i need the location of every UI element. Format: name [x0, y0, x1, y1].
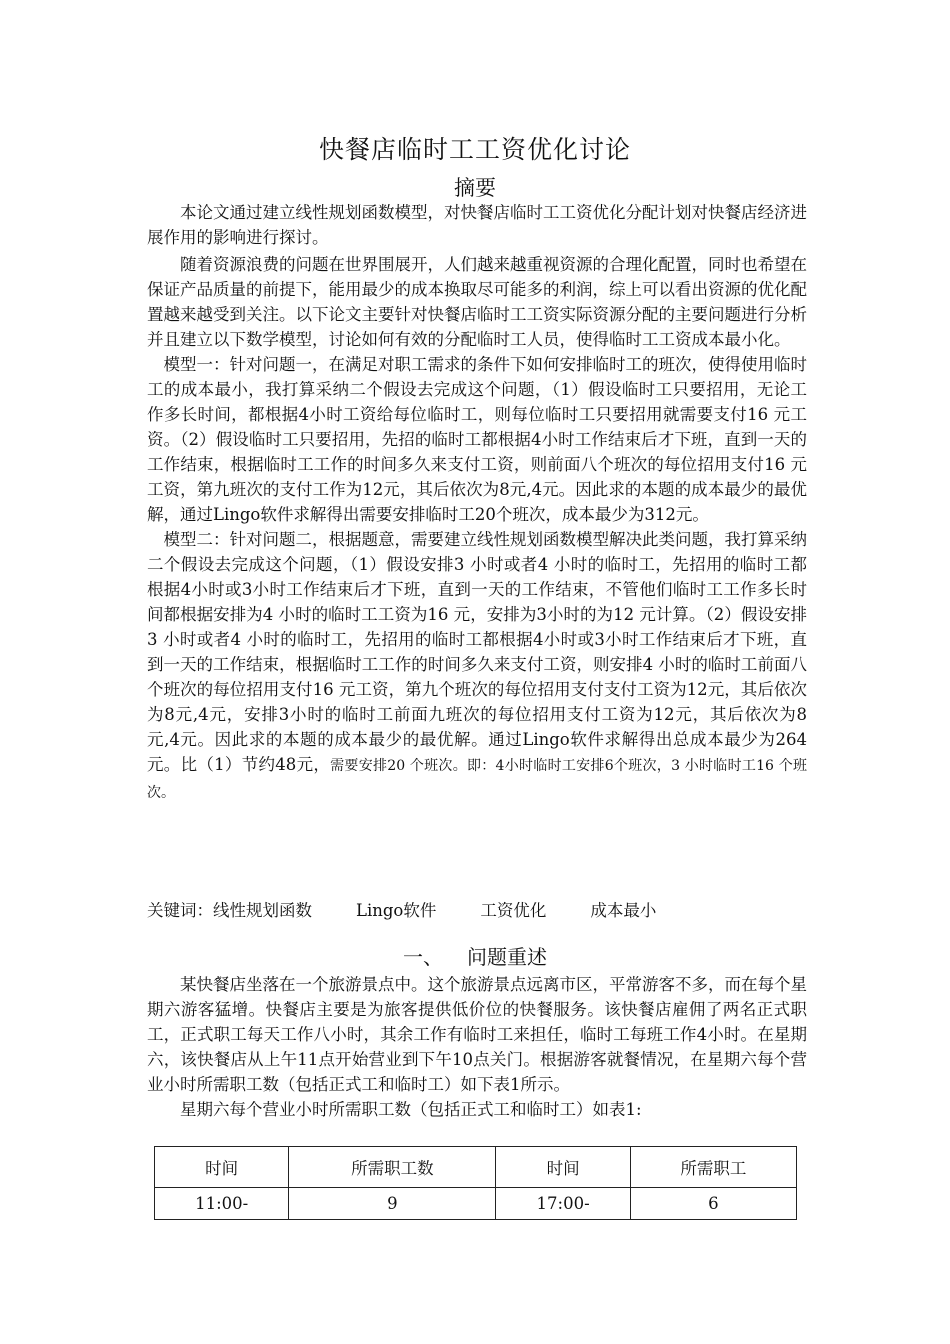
- table-cell: 17:00-: [496, 1188, 630, 1220]
- abstract-heading: 摘要: [454, 176, 496, 200]
- table-cell: 6: [630, 1188, 796, 1220]
- abstract-paragraph-2: 随着资源浪费的问题在世界围展开，人们越来越重视资源的合理化配置，同时也希望在保证产品质量的前提下，能用最少的成本换取尽可能多的利润，综上可以看出资源的优化配置越来越受到关注。以下论文主要针对快餐店临时工工资实际资源分配的主要问题进行分析并且建立以下数学模型，讨论如何有效的分配临时工人员，使得临时工工资成本最小化。: [147, 255, 807, 349]
- staff-requirement-table: [154, 1146, 797, 1220]
- model-two-text: 模型二：针对问题二，根据题意，需要建立线性规划函数模型解决此类问题，我打算采纳二个假设去完成这个问题，（1）假设安排3 小时或者4 小时的临时工，先招用的临时工都根据4小时或3小时工作结束后才下班，直到一天的工作结束，不管他们临时工工作多长时间都根据安排为4 小时的临时工工资为16 元，安排为3小时的为12 元计算。（2）假设安排3 小时或者4 小时的临时工，先招用的临时工都根据4小时或3小时工作结束后才下班，直到一天的工作结束，根据临时工工作的时间多久来支付工资，则安排4 小时的临时工前面八个班次的每位招用支付16 元工资，第九个班次的每位招用支付支付工资为12元，其后依次为8元,4元，安排3小时的临时工前面九班次的每位招用支付工资为12元，其后依次为8元,4元。因此求的本题的成本最少的最优解。通过Lingo软件求解得出总成本最少为264元。比（1）节约48元，: [147, 530, 807, 774]
- table-header-cell: 所需职工: [630, 1147, 796, 1188]
- table-header-cell: 时间: [155, 1147, 289, 1188]
- table-cell: 9: [289, 1188, 496, 1220]
- section-title: 问题重述: [467, 945, 547, 969]
- table-cell: 11:00-: [155, 1188, 289, 1220]
- model-one-paragraph: 模型一：针对问题一，在满足对职工需求的条件下如何安排临时工的班次，使得使用临时工的成本最小，我打算采纳二个假设去完成这个问题，（1）假设临时工只要招用，无论工作多长时间，都根据4小时工资给每位临时工，则每位临时工只要招用就需要支付16 元工资。（2）假设临时工只要招用，先招的临时工都根据4小时工作结束后才下班，直到一天的工作结束，根据临时工工作的时间多久来支付工资，则前面八个班次的每位招用支付16 元工资，第九班次的支付工作为12元，其后依次为8元,4元。因此求的本题的成本最少的最优解，通过Lingo软件求解得出需要安排临时工20个班次，成本最少为312元。: [147, 355, 807, 524]
- model-two-small-text: 需要安排20 个班次。即：4小时临时工安排6个班次，3 小时临时工16 个班次。: [147, 758, 807, 801]
- keyword-item: Lingo软件: [356, 901, 437, 920]
- keyword-item: 线性规划函数: [213, 901, 312, 920]
- section-paragraph-1: 某快餐店坐落在一个旅游景点中。这个旅游景点远离市区，平常游客不多，而在每个星期六游客猛增。快餐店主要是为旅客提供低价位的快餐服务。该快餐店雇佣了两名正式职工，正式职工每天工作八小时，其余工作有临时工来担任，临时工每班工作4小时。在星期六，该快餐店从上午11点开始营业到下午10点关门。根据游客就餐情况，在星期六每个营业小时所需职工数（包括正式工和临时工）如下表1所示。: [147, 975, 807, 1094]
- table-header-cell: 时间: [496, 1147, 630, 1188]
- section-heading: [0, 944, 950, 970]
- abstract-body: [147, 200, 807, 806]
- section-body: [147, 972, 807, 1122]
- abstract-paragraph-1: 本论文通过建立线性规划函数模型，对快餐店临时工工资优化分配计划对快餐店经济进展作用的影响进行探讨。: [147, 203, 807, 247]
- section-number: 一、: [403, 945, 443, 969]
- table-caption: 星期六每个营业小时所需职工数（包括正式工和临时工）如表1:: [180, 1100, 642, 1119]
- keyword-item: 成本最小: [590, 901, 657, 920]
- keyword-item: 工资优化: [480, 901, 547, 920]
- keywords-line: [147, 898, 656, 923]
- paper-title: 快餐店临时工工资优化讨论: [318, 135, 631, 164]
- table-row: [155, 1188, 797, 1220]
- table-header-cell: 所需职工数: [289, 1147, 496, 1188]
- table-header-row: [155, 1147, 797, 1188]
- model-two-paragraph: [147, 527, 807, 806]
- keywords-label: 关键词：: [147, 901, 213, 920]
